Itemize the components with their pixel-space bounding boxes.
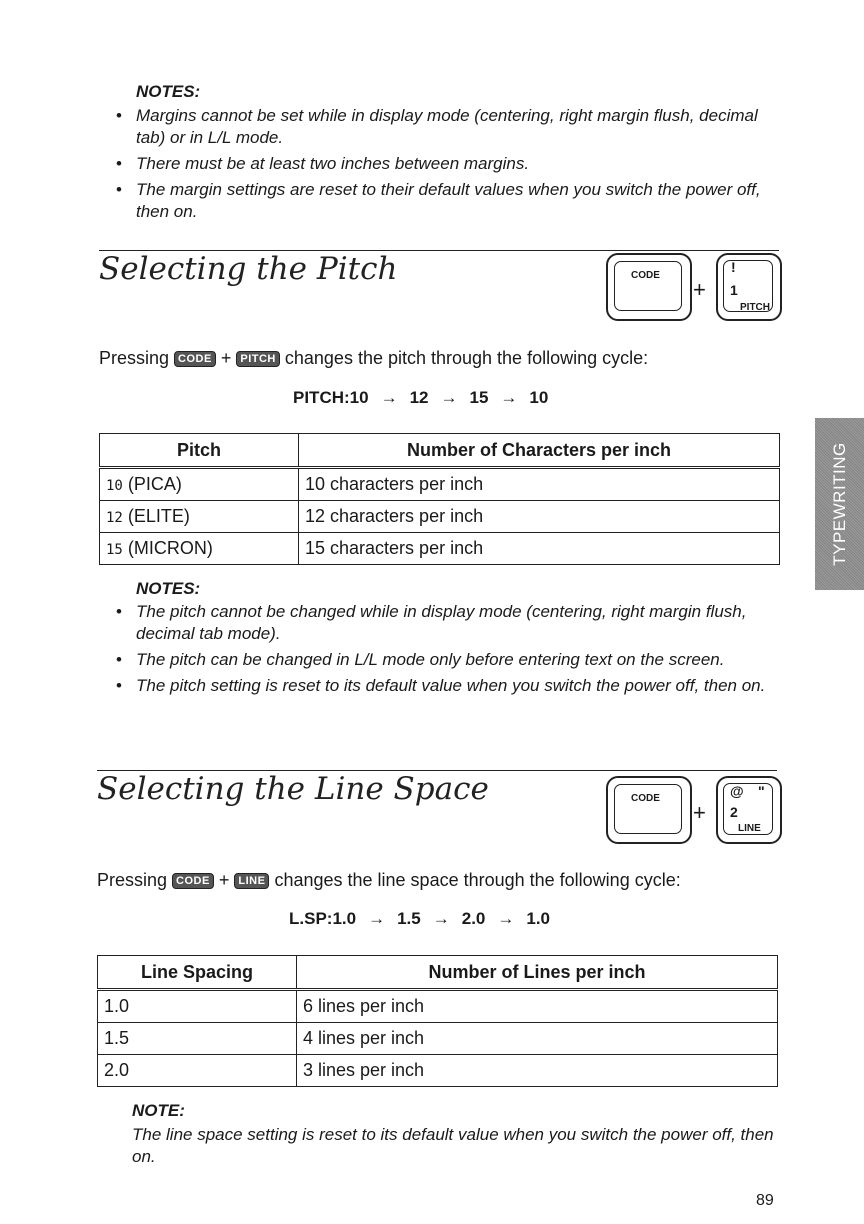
- cycle-step: 1.0: [526, 909, 551, 928]
- pitch-cycle: [293, 388, 548, 408]
- column-header: Line Spacing: [98, 956, 297, 990]
- cycle-step: 15: [469, 388, 489, 407]
- plus-sign: +: [693, 277, 706, 302]
- code-key-label: CODE: [631, 270, 660, 281]
- cycle-step: 2.0: [461, 909, 486, 928]
- code-line-key-diagram: [606, 776, 781, 846]
- page-number: 89: [756, 1192, 774, 1209]
- table-cell: 15 (MICRON): [100, 533, 299, 565]
- table-header-row: [98, 956, 778, 990]
- pitch-sentence: changes the pitch through the following cycle:: [284, 348, 649, 368]
- table-row: [100, 501, 780, 533]
- code-pitch-key-diagram: [606, 253, 781, 323]
- margin-notes-list: [116, 105, 781, 227]
- table-cell: 1.0: [98, 990, 297, 1023]
- cycle-arrow: →: [500, 388, 518, 407]
- code-key-icon: [606, 776, 692, 844]
- cycle-start: L.SP:1.0: [289, 909, 357, 928]
- table-header-row: [100, 434, 780, 468]
- pressing-text: Pressing: [97, 870, 168, 890]
- cycle-arrow: →: [380, 388, 398, 407]
- line-cycle: [289, 909, 550, 929]
- note-title-line: NOTE:: [132, 1101, 185, 1120]
- table-row: [98, 990, 778, 1023]
- code-keycap: CODE: [174, 351, 216, 367]
- table-row: [100, 533, 780, 565]
- list-item: • Margins cannot be set while in display mode (centering, right margin flush, decimal tab) or in L/L mode.: [116, 105, 781, 149]
- table-row: [98, 1055, 778, 1087]
- list-item: • There must be at least two inches between margins.: [116, 153, 781, 175]
- code-keycap: CODE: [172, 873, 214, 889]
- list-item: • The pitch cannot be changed while in display mode (centering, right margin flush, decimal tab mode).: [116, 601, 781, 645]
- side-tab-label: TYPEWRITING: [829, 442, 849, 566]
- cycle-start: PITCH:10: [293, 388, 369, 407]
- pitch-notes-list: [116, 601, 781, 701]
- pressing-text: Pressing: [99, 348, 170, 368]
- pitch-key-digit: 1: [730, 282, 738, 298]
- line-instruction: [97, 870, 681, 891]
- list-item: • The pitch setting is reset to its default value when you switch the power off, then on.: [116, 675, 781, 697]
- pitch-table: [99, 433, 780, 565]
- column-header: Number of Lines per inch: [297, 956, 778, 990]
- plus-text: +: [218, 870, 230, 890]
- notes-title-margins: NOTES:: [136, 82, 201, 101]
- plus-sign: +: [693, 800, 706, 825]
- line-keycap: LINE: [234, 873, 269, 889]
- cycle-arrow: →: [368, 909, 386, 928]
- cycle-arrow: →: [432, 909, 450, 928]
- line-key-top: @: [730, 783, 744, 799]
- line-key-icon: [716, 776, 782, 844]
- cycle-step: 10: [529, 388, 549, 407]
- table-cell: 6 lines per inch: [297, 990, 778, 1023]
- code-key-label: CODE: [631, 793, 660, 804]
- list-item: • The margin settings are reset to their default values when you switch the power off, then on.: [116, 179, 781, 223]
- pitch-key-label: PITCH: [740, 302, 770, 313]
- notes-title-pitch: NOTES:: [136, 579, 201, 598]
- section-title-pitch: Selecting the Pitch: [99, 251, 398, 287]
- line-space-table: [97, 955, 778, 1087]
- code-key-icon: [606, 253, 692, 321]
- table-cell: 2.0: [98, 1055, 297, 1087]
- table-cell: 15 characters per inch: [299, 533, 780, 565]
- column-header: Pitch: [100, 434, 299, 468]
- line-sentence: changes the line space through the following cycle:: [274, 870, 681, 890]
- table-cell: 3 lines per inch: [297, 1055, 778, 1087]
- line-key-top-right: ": [758, 783, 765, 799]
- table-cell: 12 characters per inch: [299, 501, 780, 533]
- section-side-tab: [815, 418, 864, 590]
- column-header: Number of Characters per inch: [299, 434, 780, 468]
- plus-text: +: [220, 348, 232, 368]
- cycle-step: 12: [409, 388, 429, 407]
- table-cell: 4 lines per inch: [297, 1023, 778, 1055]
- table-cell: 10 (PICA): [100, 468, 299, 501]
- pitch-key-icon: [716, 253, 782, 321]
- table-cell: 1.5: [98, 1023, 297, 1055]
- pitch-keycap: PITCH: [236, 351, 280, 367]
- table-cell: 12 (ELITE): [100, 501, 299, 533]
- pitch-instruction: [99, 348, 648, 369]
- line-note-text: The line space setting is reset to its default value when you switch the power off, then on.: [132, 1125, 774, 1166]
- section-title-line: Selecting the Line Space: [97, 771, 489, 807]
- line-key-digit: 2: [730, 804, 738, 820]
- line-key-label: LINE: [738, 823, 761, 834]
- cycle-step: 1.5: [397, 909, 421, 928]
- table-cell: 10 characters per inch: [299, 468, 780, 501]
- table-row: [98, 1023, 778, 1055]
- cycle-arrow: →: [440, 388, 458, 407]
- table-row: [100, 468, 780, 501]
- cycle-arrow: →: [497, 909, 515, 928]
- list-item: • The pitch can be changed in L/L mode only before entering text on the screen.: [116, 649, 781, 671]
- pitch-key-top: !: [731, 259, 736, 275]
